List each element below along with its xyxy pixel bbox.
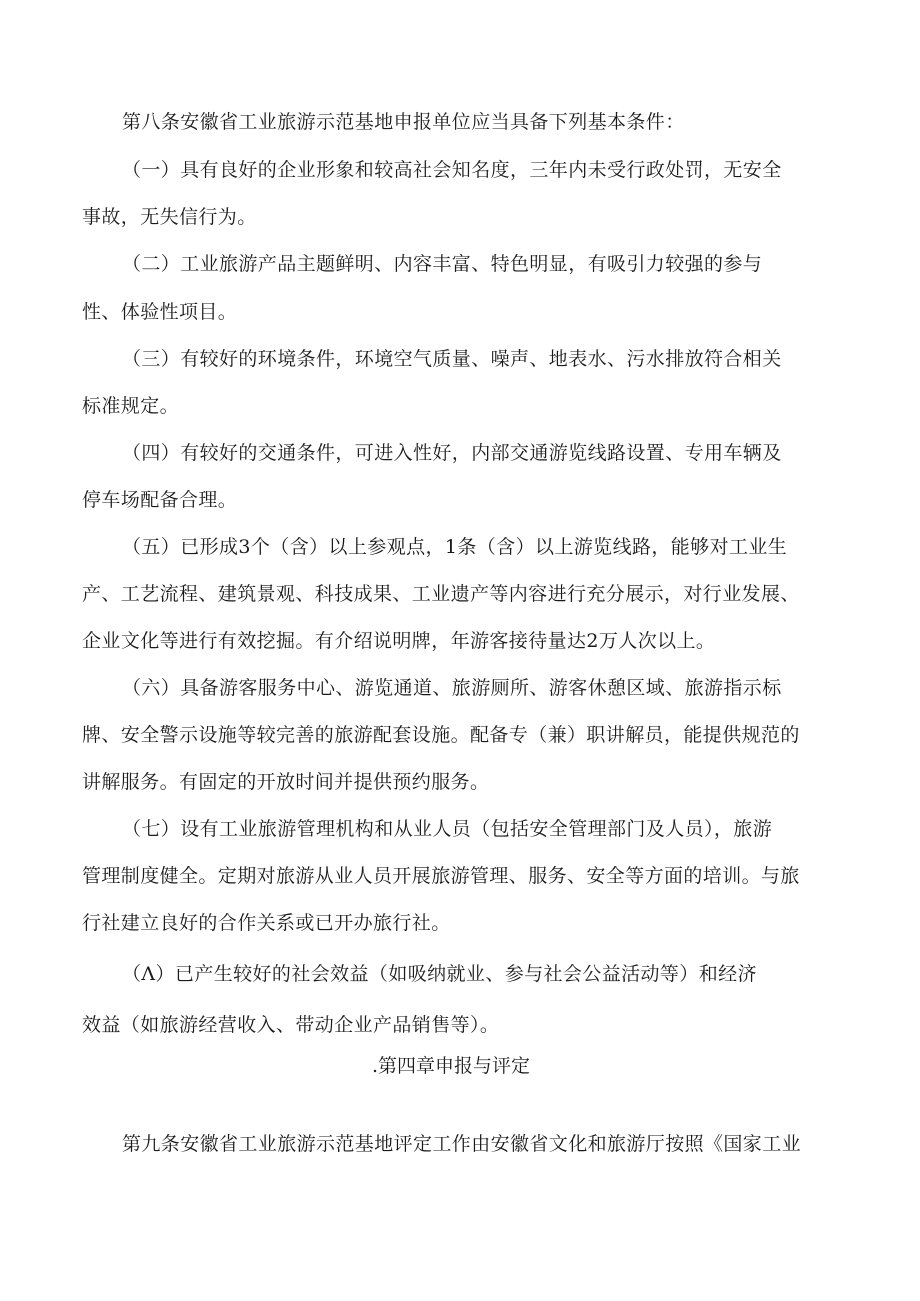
- item-2-line-2: 性、体验性项目。: [82, 301, 238, 323]
- item-6-line-3: 讲解服务。有固定的开放时间并提供预约服务。: [82, 771, 490, 793]
- item-5-line-2: 产、工艺流程、建筑景观、科技成果、工业遗产等内容进行充分展示，对行业发展、: [82, 583, 800, 605]
- item-8-line-2: 效益（如旅游经营收入、带动企业产品销售等）。: [82, 1014, 500, 1036]
- article-9-line-1: 第九条安徽省工业旅游示范基地评定工作由安徽省文化和旅游厅按照《国家工业: [122, 1133, 802, 1155]
- item-7-line-1: （七）设有工业旅游管理机构和从业人员（包括安全管理部门及人员），旅游: [122, 818, 773, 840]
- item-5-line-3: 企业文化等进行有效挖掘。有介绍说明牌，年游客接待量达2万人次以上。: [82, 630, 716, 652]
- item-3-line-2: 标准规定。: [82, 395, 180, 417]
- item-1-line-1: （一）具有良好的企业形象和较高社会知名度，三年内未受行政处罚，无安全: [122, 159, 782, 181]
- item-7-line-3: 行社建立良好的合作关系或已开办旅行社。: [82, 912, 451, 934]
- item-2-line-1: （二）工业旅游产品主题鲜明、内容丰富、特色明显，有吸引力较强的参与: [122, 253, 763, 275]
- item-1-line-2: 事故，无失信行为。: [82, 206, 257, 228]
- item-6-line-1: （六）具备游客服务中心、游览通道、旅游厕所、游客休憩区域、旅游指示标: [122, 677, 782, 699]
- item-7-line-2: 管理制度健全。定期对旅游从业人员开展旅游管理、服务、安全等方面的培训。与旅: [82, 865, 800, 887]
- item-4-line-2: 停车场配备合理。: [82, 489, 238, 511]
- article-8-intro: 第八条安徽省工业旅游示范基地申报单位应当具备下列基本条件：: [122, 111, 685, 133]
- chapter-4-title: .第四章申报与评定: [372, 1055, 531, 1077]
- item-8-line-1: （Λ）已产生较好的社会效益（如吸纳就业、参与社会公益活动等）和经济: [122, 963, 757, 985]
- item-6-line-2: 牌、安全警示设施等较完善的旅游配套设施。配备专（兼）职讲解员，能提供规范的: [82, 724, 800, 746]
- item-4-line-1: （四）有较好的交通条件，可进入性好，内部交通游览线路设置、专用车辆及: [122, 442, 782, 464]
- item-5-line-1: （五）已形成3个（含）以上参观点，1条（含）以上游览线路，能够对工业生: [122, 536, 788, 558]
- item-3-line-1: （三）有较好的环境条件，环境空气质量、噪声、地表水、污水排放符合相关: [122, 348, 782, 370]
